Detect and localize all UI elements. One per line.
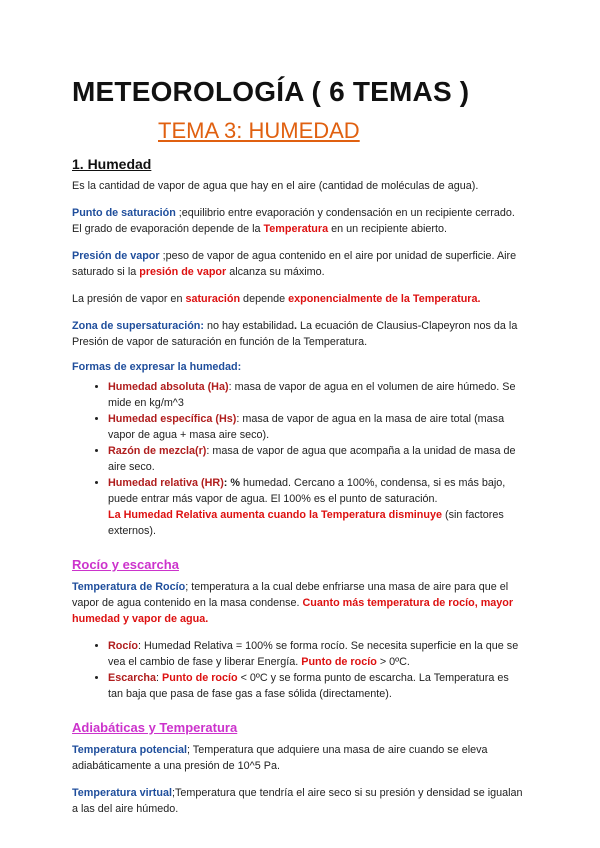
item-highlight: Punto de rocío	[162, 672, 238, 684]
item-text-2: < 0ºC y se forma punto de escarcha. La Temperatura es tan baja que pasa de fase gas a fase sólida (directamente).	[108, 672, 509, 700]
form-text: humedad. Cercano a 100%, condensa, si es más bajo, puede entrar más vapor de agua. El 100% es el punto de saturación.	[108, 477, 506, 505]
pressure-dependence-paragraph	[72, 291, 526, 307]
form-term: Humedad específica (Hs)	[108, 413, 237, 425]
form-text: : masa de vapor de agua en el volumen de aire húmedo. Se mide en kg/m^3	[108, 381, 516, 409]
form-note-text: (sin factores externos).	[108, 509, 504, 537]
supersaturation-paragraph	[72, 318, 526, 350]
forms-title: Formas de expresar la humedad:	[72, 361, 242, 373]
saturation-paragraph	[72, 205, 526, 237]
virtual-temp-text: ;Temperatura que tendría el aire seco si su presión y densidad se igualan a las del aire húmedo.	[72, 787, 523, 815]
list-item-humedad-relativa	[108, 475, 526, 539]
list-item-humedad-absoluta	[108, 379, 526, 411]
list-item-rocio	[108, 638, 526, 670]
pressure-highlight: presión de vapor	[139, 266, 227, 278]
item-term: Rocío	[108, 640, 138, 652]
item-highlight: Punto de rocío	[301, 656, 377, 668]
pressure-text-1: ;peso de vapor de agua contenido en el aire por unidad de superficie. Aire saturado si la	[72, 250, 517, 278]
item-text-1: :	[156, 672, 163, 684]
saturation-highlight: Temperatura	[263, 223, 329, 235]
saturation-term: Punto de saturación	[72, 207, 176, 219]
potential-temp-term: Temperatura potencial	[72, 744, 187, 756]
pressure-paragraph	[72, 248, 526, 280]
pressure-dep-text-2: depende	[240, 293, 289, 305]
form-term: Razón de mezcla(r)	[108, 445, 207, 457]
potential-temp-paragraph	[72, 742, 526, 774]
saturation-text-1: ;equilibrio entre evaporación y condensación en un recipiente cerrado. El grado de evaporación depende de la	[72, 207, 515, 235]
virtual-temp-paragraph	[72, 785, 526, 817]
section-heading-rocio: Rocío y escarcha	[72, 557, 179, 572]
pressure-dep-text-1: La presión de vapor en	[72, 293, 186, 305]
potential-temp-text: ; Temperatura que adquiere una masa de aire cuando se eleva adiabáticamente a una presión de 10^5 Pa.	[72, 744, 488, 772]
dew-temp-paragraph	[72, 579, 526, 627]
document-title: METEOROLOGÍA ( 6 TEMAS )	[72, 76, 470, 107]
pressure-term: Presión de vapor	[72, 250, 160, 262]
saturation-text-2: en un recipiente abierto.	[328, 223, 447, 235]
form-note-highlight: La Humedad Relativa aumenta cuando la Temperatura disminuye	[108, 509, 442, 521]
supersaturation-term: Zona de supersaturación:	[72, 320, 204, 332]
item-text-2: > 0ºC.	[376, 656, 410, 668]
virtual-temp-term: Temperatura virtual	[72, 787, 173, 799]
pressure-dep-highlight-1: saturación	[185, 293, 241, 305]
intro-paragraph: Es la cantidad de vapor de agua que hay en el aire (cantidad de moléculas de agua).	[72, 180, 479, 192]
list-item-razon-mezcla	[108, 443, 526, 475]
pressure-dep-highlight-2: exponencialmente de la Temperatura.	[288, 293, 481, 305]
supersaturation-dot: .	[294, 320, 298, 332]
form-text-bold: : %	[223, 477, 240, 489]
dew-frost-list	[72, 638, 526, 702]
section-heading-adiabaticas: Adiabáticas y Temperatura	[72, 720, 238, 735]
subtitle-text: TEMA 3: HUMEDAD	[158, 118, 360, 143]
supersaturation-text-2: La ecuación de Clausius-Clapeyron nos da la Presión de vapor de saturación en función de la Temperatura.	[72, 320, 518, 348]
section-heading-humedad: 1. Humedad	[72, 156, 152, 172]
form-term: Humedad relativa (HR)	[108, 477, 224, 489]
list-item-escarcha	[108, 670, 526, 702]
dew-temp-text: ; temperatura a la cual debe enfriarse una masa de aire para que el vapor de agua contenido en la masa condense.	[72, 581, 509, 609]
document-subtitle	[158, 116, 526, 146]
dew-temp-highlight: Cuanto más temperatura de rocío, mayor humedad y vapor de agua.	[72, 597, 514, 625]
list-item-humedad-especifica	[108, 411, 526, 443]
dew-temp-term: Temperatura de Rocío	[72, 581, 186, 593]
pressure-text-2: alcanza su máximo.	[226, 266, 325, 278]
form-text: : masa de vapor de agua que acompaña a la unidad de masa de aire seco.	[108, 445, 516, 473]
item-term: Escarcha	[108, 672, 157, 684]
item-text-1: : Humedad Relativa = 100% se forma rocío. Se necesita superficie en la que se vea el cambio de fase y liberar Energía.	[108, 640, 519, 668]
supersaturation-text-1: no hay estabilidad	[204, 320, 295, 332]
humidity-forms-list	[72, 379, 526, 539]
form-text: : masa de vapor de agua en la masa de aire total (masa vapor de agua + masa aire seco).	[108, 413, 505, 441]
form-term: Humedad absoluta (Ha)	[108, 381, 229, 393]
